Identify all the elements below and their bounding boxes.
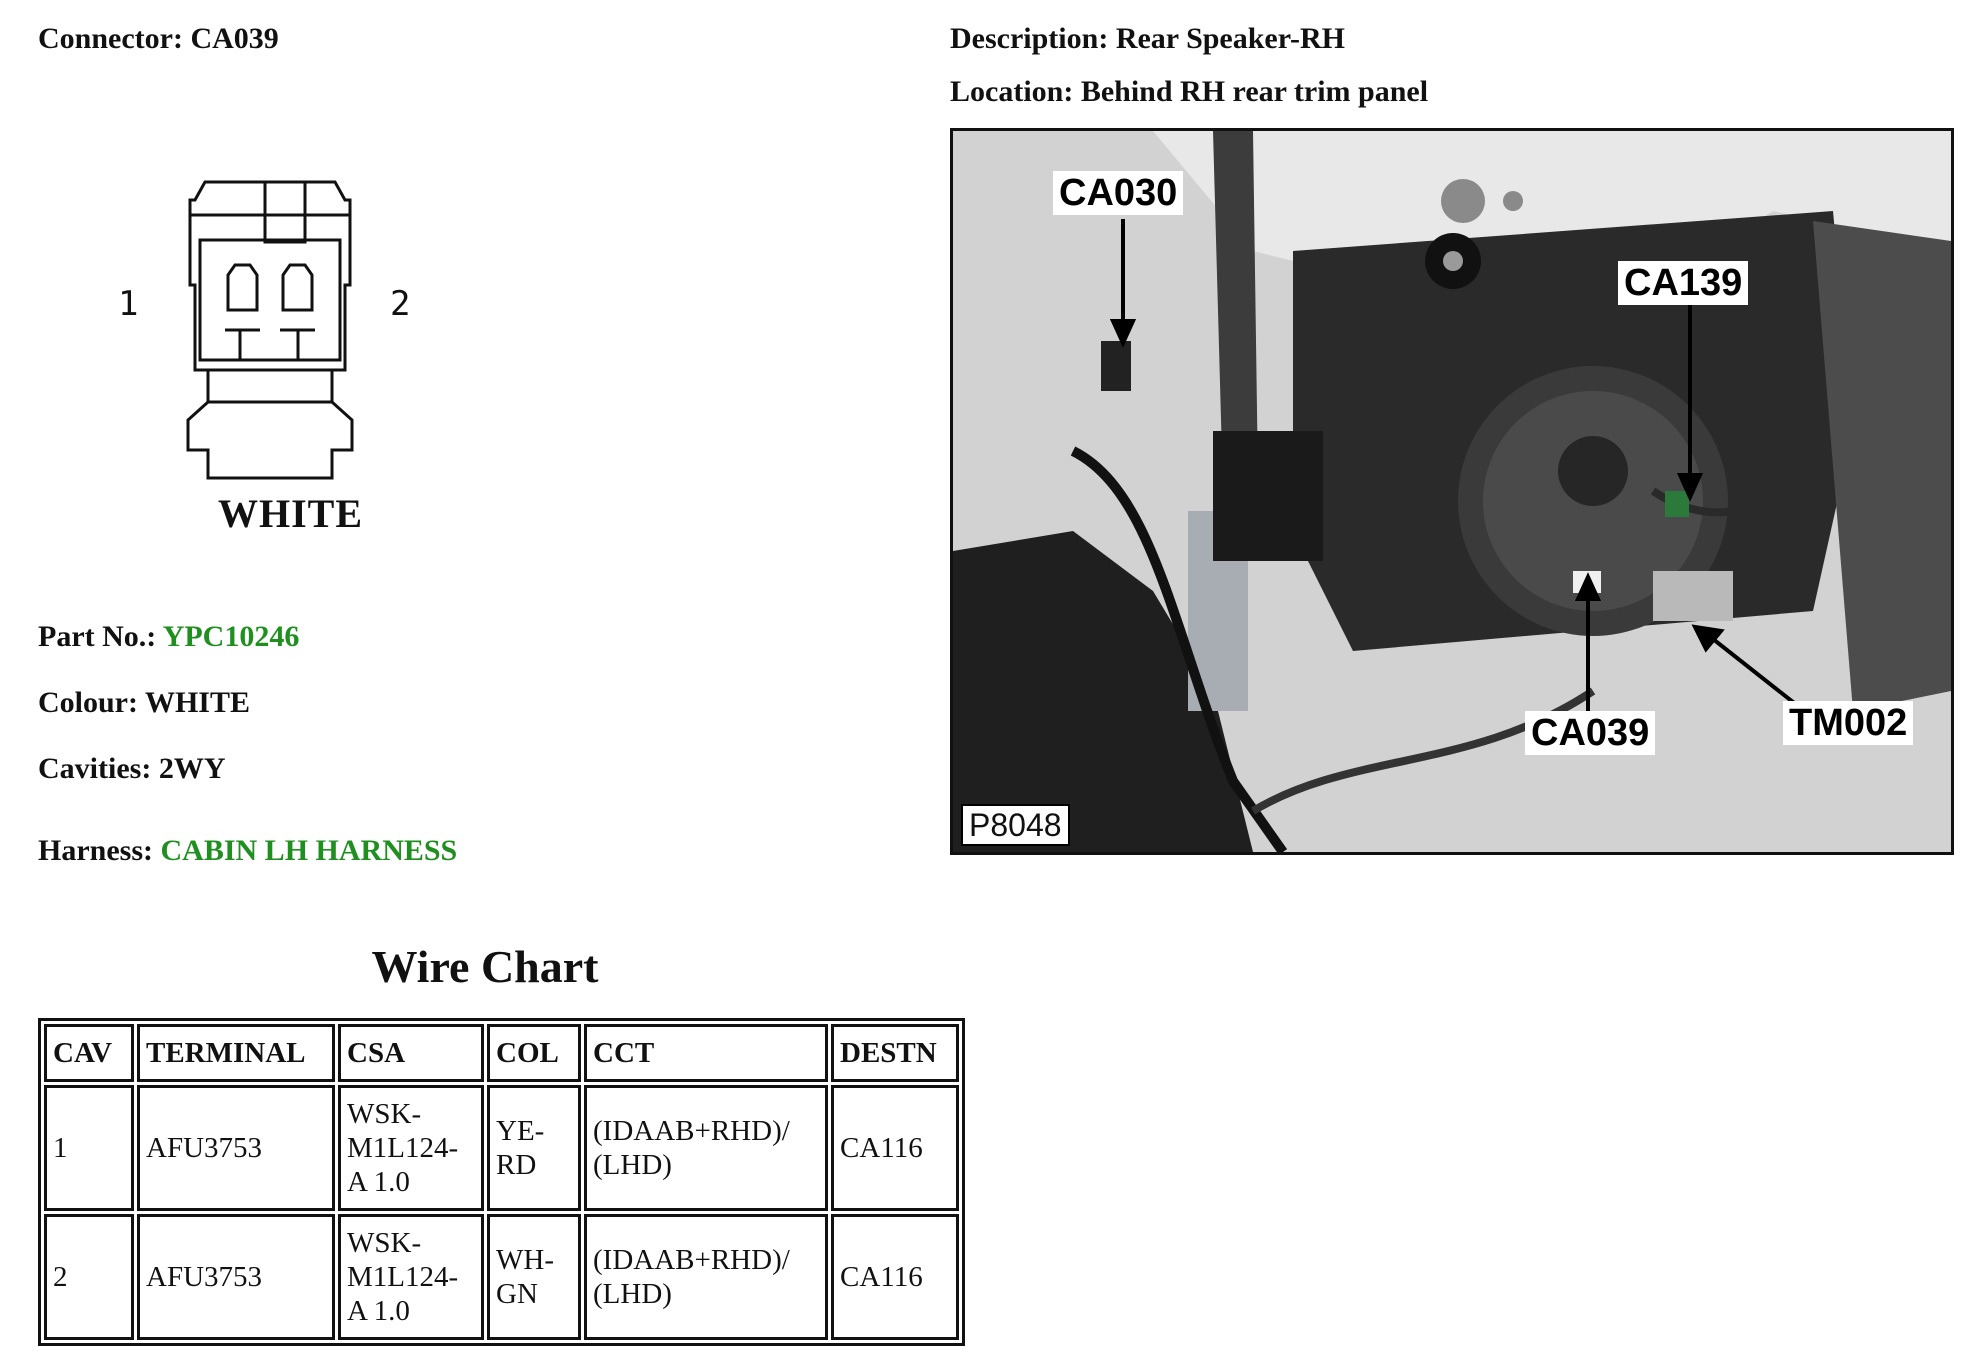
harness-field	[38, 834, 457, 868]
cell-destn: CA116	[831, 1214, 959, 1340]
col-line: GN	[496, 1278, 538, 1310]
cell-terminal: AFU3753	[137, 1085, 335, 1211]
cell-cct	[584, 1085, 828, 1211]
cell-col	[487, 1214, 581, 1340]
part-no-link[interactable]: YPC10246	[162, 620, 300, 653]
header-cav: CAV	[44, 1024, 134, 1082]
header-terminal: TERMINAL	[137, 1024, 335, 1082]
csa-line: A 1.0	[347, 1295, 410, 1327]
callout-ca030: CA030	[1053, 171, 1183, 215]
header-csa: CSA	[338, 1024, 484, 1082]
cell-destn: CA116	[831, 1085, 959, 1211]
cell-cav: 1	[44, 1085, 134, 1211]
cell-cct	[584, 1214, 828, 1340]
cct-line: (IDAAB+RHD)/	[593, 1244, 790, 1276]
location-photo	[950, 128, 1954, 855]
wire-chart-table	[38, 1018, 965, 1346]
harness-label: Harness:	[38, 834, 153, 867]
col-line: WH-	[496, 1244, 554, 1276]
table-header-row	[44, 1024, 959, 1082]
callout-ca039: CA039	[1525, 711, 1655, 755]
header-cct: CCT	[584, 1024, 828, 1082]
connector-value: CA039	[190, 22, 279, 55]
description-value: Rear Speaker-RH	[1115, 22, 1345, 55]
csa-line: M1L124-	[347, 1261, 459, 1293]
connector-colour-caption: WHITE	[218, 491, 364, 536]
colour-label: Colour:	[38, 686, 138, 719]
header-destn: DESTN	[831, 1024, 959, 1082]
colour-value: WHITE	[144, 686, 250, 719]
cavities-value: 2WY	[158, 752, 226, 785]
cct-line: (IDAAB+RHD)/	[593, 1115, 790, 1147]
location-value: Behind RH rear trim panel	[1080, 75, 1429, 108]
location-field	[950, 75, 1428, 109]
pin-2-label: 2	[390, 284, 411, 324]
cavities-label: Cavities:	[38, 752, 152, 785]
callout-ca139: CA139	[1618, 261, 1748, 305]
csa-line: M1L124-	[347, 1132, 459, 1164]
cct-line: (LHD)	[593, 1149, 672, 1181]
connector-field	[38, 22, 279, 56]
photo-id: P8048	[961, 804, 1070, 846]
cell-terminal: AFU3753	[137, 1214, 335, 1340]
cell-csa	[338, 1214, 484, 1340]
cavities-field	[38, 752, 225, 786]
wire-chart-title: Wire Chart	[371, 941, 599, 992]
pin-1-label: 1	[118, 284, 139, 324]
col-line: YE-	[496, 1115, 545, 1147]
col-line: RD	[496, 1149, 537, 1181]
harness-link[interactable]: CABIN LH HARNESS	[160, 834, 458, 867]
cell-cav: 2	[44, 1214, 134, 1340]
csa-line: A 1.0	[347, 1166, 410, 1198]
csa-line: WSK-	[347, 1227, 422, 1259]
table-row	[44, 1085, 959, 1211]
callout-tm002: TM002	[1783, 701, 1913, 745]
cell-col	[487, 1085, 581, 1211]
connector-label: Connector:	[38, 22, 183, 55]
part-no-field	[38, 620, 299, 654]
csa-line: WSK-	[347, 1098, 422, 1130]
header-col: COL	[487, 1024, 581, 1082]
colour-field	[38, 686, 250, 720]
location-label: Location:	[950, 75, 1074, 108]
table-row	[44, 1214, 959, 1340]
part-no-label: Part No.:	[38, 620, 157, 653]
cct-line: (LHD)	[593, 1278, 672, 1310]
connector-face-diagram	[118, 170, 420, 550]
cell-csa	[338, 1085, 484, 1211]
description-field	[950, 22, 1345, 56]
description-label: Description:	[950, 22, 1109, 55]
